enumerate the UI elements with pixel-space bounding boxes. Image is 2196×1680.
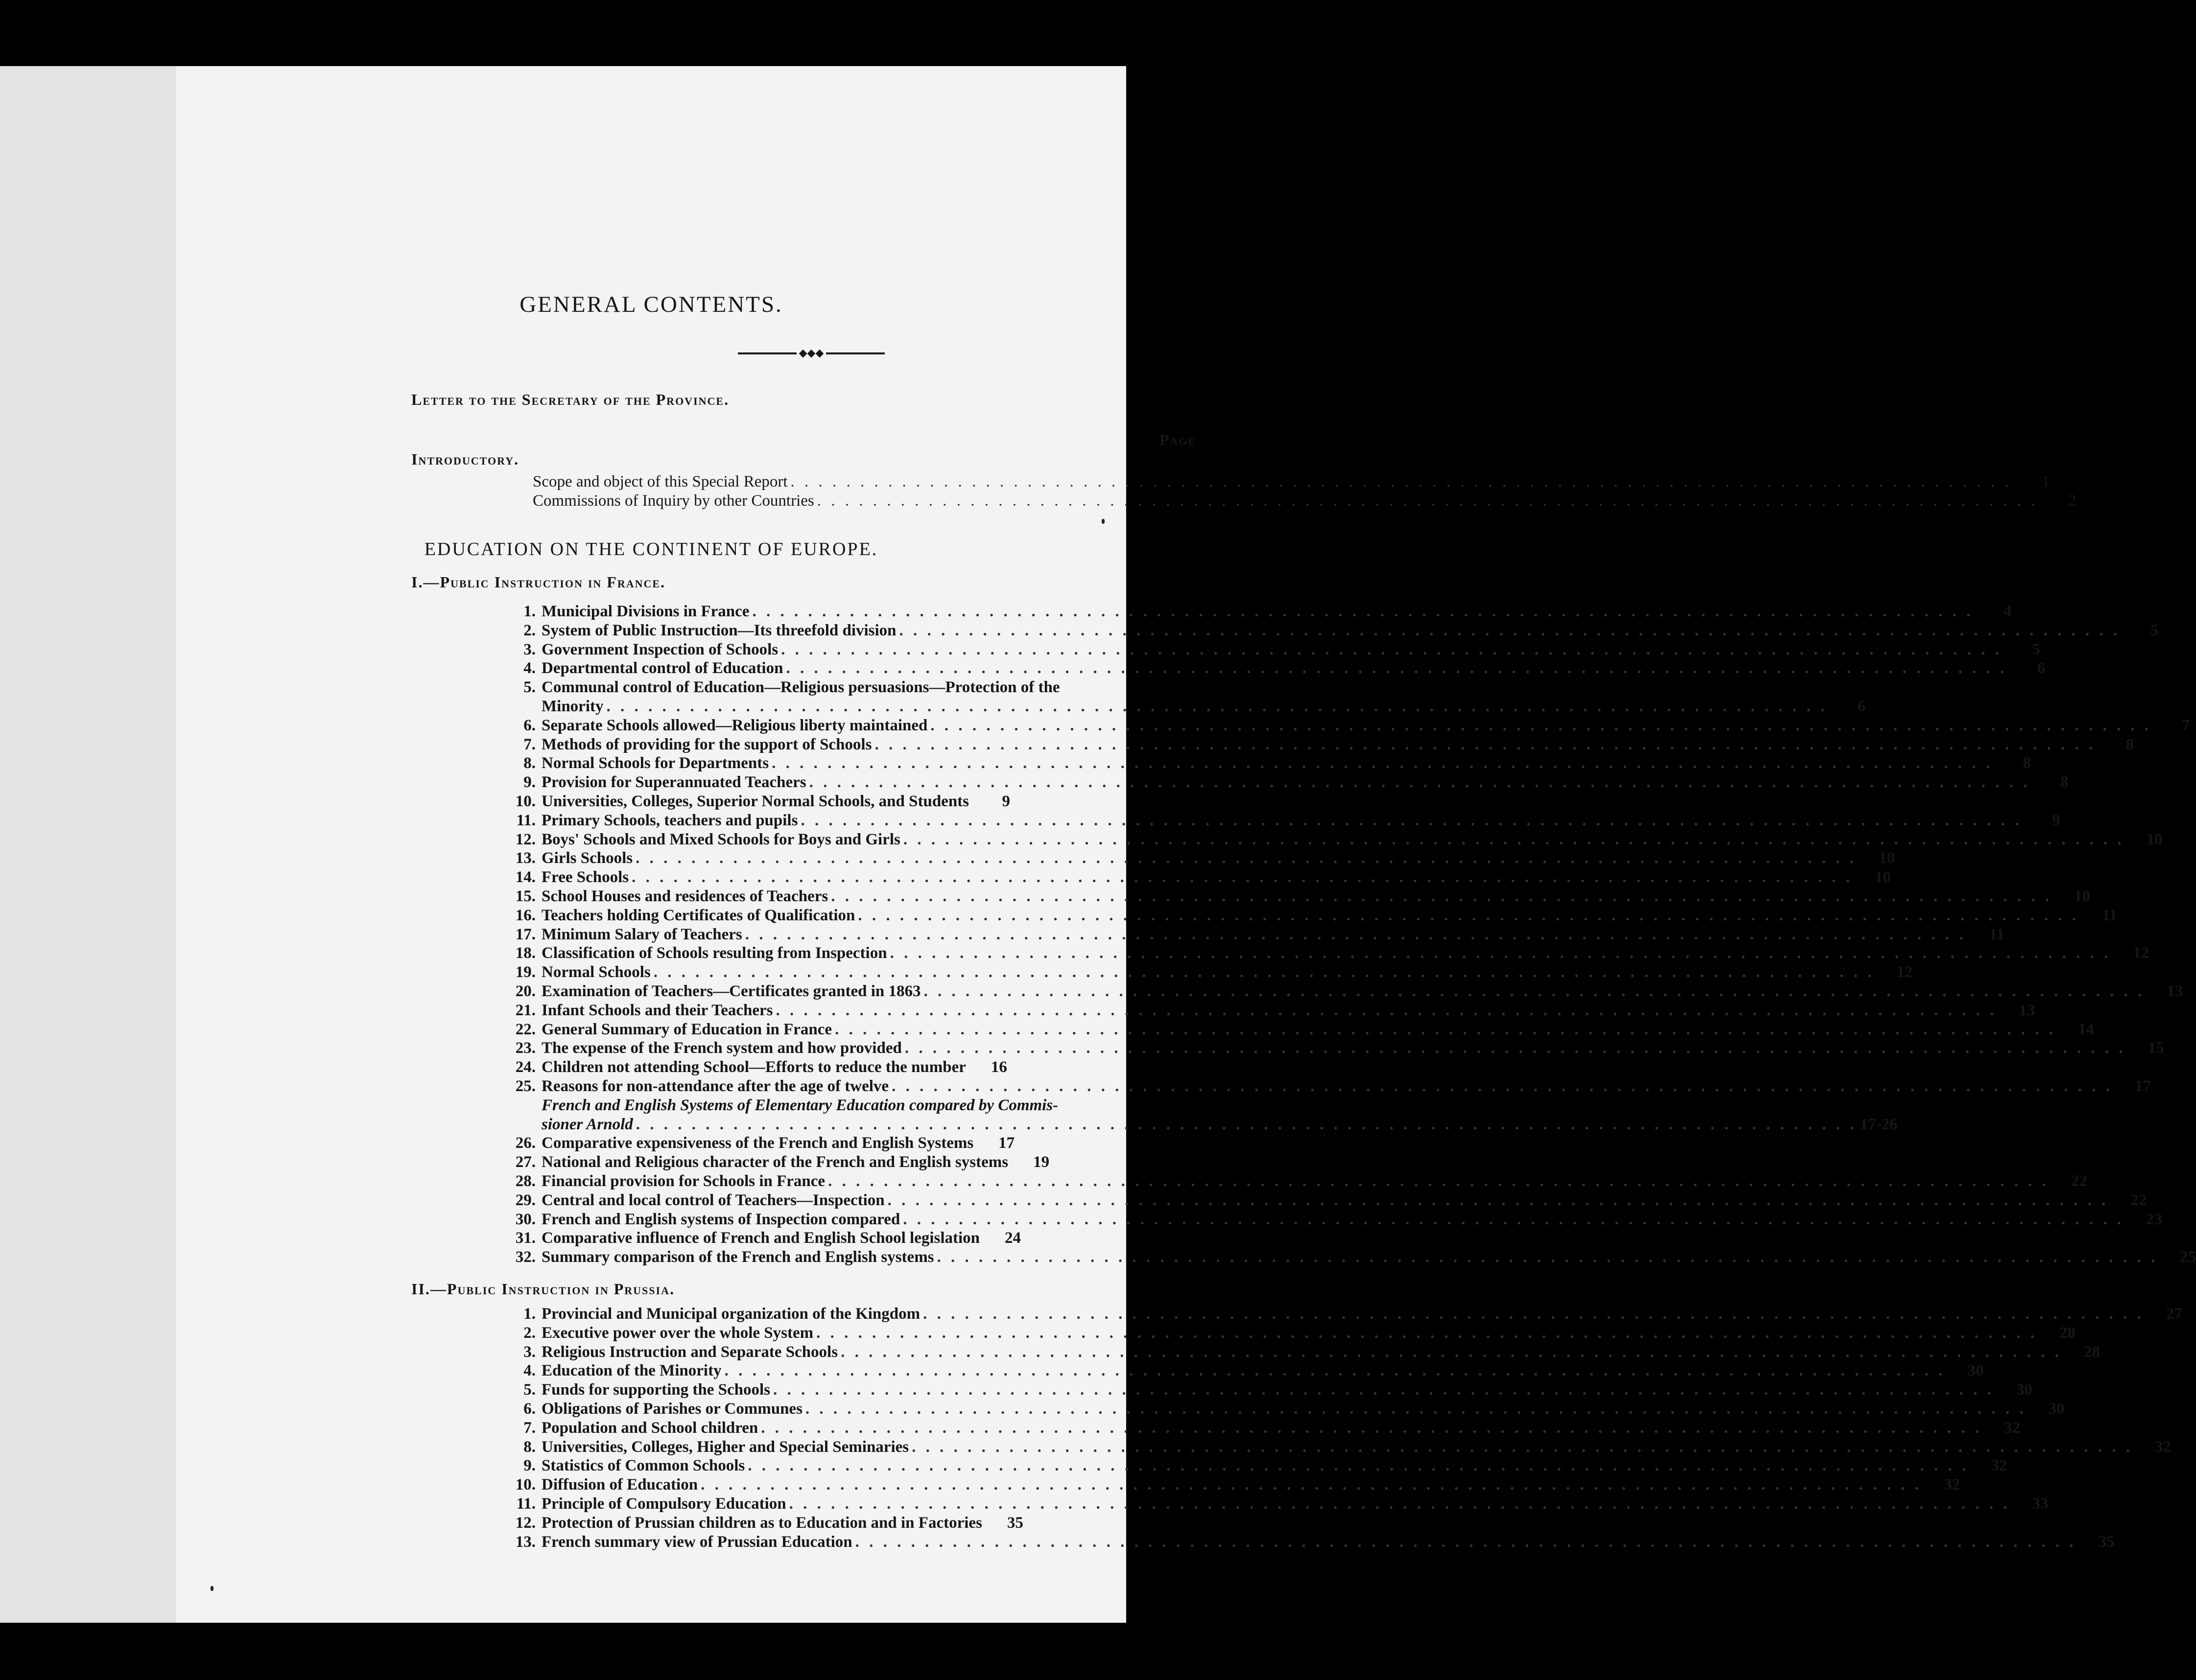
entry-page-number: 32: [1991, 1457, 2007, 1475]
entry-page-number: 15: [2148, 1039, 2164, 1057]
entry-page-number: 10: [2074, 887, 2090, 905]
entry-number: 8.: [523, 1438, 536, 1456]
dot-leader: [745, 925, 1966, 944]
toc-entry: [499, 1475, 1960, 1494]
entry-page-number: 28: [2059, 1324, 2076, 1342]
document-page: [176, 66, 2196, 1623]
toc-entry: [499, 868, 1891, 887]
entry-number: 7.: [523, 735, 536, 753]
entry-number: 10.: [515, 793, 536, 810]
entry-number: 7.: [523, 1419, 536, 1437]
entry-number: 12.: [515, 1514, 536, 1532]
dot-leader: [654, 963, 1875, 981]
entry-number: 26.: [515, 1134, 536, 1152]
entry-page-number: 12: [1896, 963, 1913, 981]
entry-page-number: 2: [2068, 491, 2077, 510]
entry-page-number: 10: [2146, 830, 2163, 848]
entry-number: 28.: [515, 1172, 536, 1190]
entry-number: 29.: [515, 1191, 536, 1209]
dot-leader: [761, 1419, 1982, 1437]
dot-leader: [636, 1115, 1857, 1134]
dot-leader: [772, 754, 1993, 772]
entry-number: 11.: [516, 1495, 536, 1513]
toc-entry: [499, 1020, 2094, 1039]
toc-entry: [499, 849, 1895, 867]
entry-title: Funds for supporting the Schools: [542, 1381, 771, 1399]
dot-leader: [890, 944, 2111, 962]
france-heading: I.—Public Instruction in France.: [411, 573, 666, 591]
dot-leader: [816, 1324, 2037, 1342]
toc-entry: [499, 1058, 1007, 1076]
entry-page-number: 1: [2041, 473, 2050, 490]
toc-entry: [499, 906, 2118, 925]
entry-number: 5.: [523, 678, 536, 697]
dot-leader: [748, 1456, 1969, 1475]
entry-number: 10.: [515, 1476, 536, 1494]
entry-number: 32.: [515, 1248, 536, 1266]
entry-number: 4.: [523, 1362, 536, 1380]
toc-entry: [499, 1380, 2032, 1399]
entry-title: French summary view of Prussian Education: [542, 1533, 852, 1551]
toc-entry: [499, 887, 2090, 906]
toc-entry: [499, 982, 2183, 1001]
dot-leader: [841, 1343, 2062, 1361]
entry-page-number: 35: [1007, 1514, 1023, 1532]
dot-leader: [903, 1210, 2124, 1229]
entry-page-number: 30: [1967, 1362, 1984, 1380]
toc-entry: [499, 1191, 2147, 1210]
entry-page-number: 27: [2166, 1305, 2182, 1323]
entry-title: National and Religious character of the French and English systems: [542, 1153, 1009, 1171]
toc-entry: [499, 792, 1011, 811]
dot-leader: [752, 602, 1973, 621]
entry-title: Statistics of Common Schools: [542, 1457, 745, 1475]
entry-page-number: 10: [1874, 868, 1891, 887]
entry-number: 31.: [515, 1229, 536, 1247]
entry-title: Departmental control of Education: [542, 659, 783, 677]
entry-title: Minimum Salary of Teachers: [542, 925, 742, 943]
entry-number: 21.: [515, 1001, 536, 1019]
dot-leader: [899, 621, 2121, 640]
entry-number: 4.: [523, 659, 536, 677]
dot-leader: [858, 906, 2079, 925]
toc-entry: [499, 735, 2134, 754]
toc-entry: [499, 1134, 1015, 1152]
entry-title: French and English Systems of Elementary Education compared by Commis-: [542, 1096, 1059, 1114]
entry-title: Executive power over the whole System: [542, 1324, 814, 1342]
entry-number: 9.: [523, 1457, 536, 1475]
prussia-heading: II.—Public Instruction in Prussia.: [411, 1280, 675, 1298]
entry-title: Normal Schools: [542, 963, 651, 981]
entry-number: 14.: [515, 868, 536, 887]
entry-title: Primary Schools, teachers and pupils: [542, 811, 798, 829]
entry-title: Separate Schools allowed—Religious liberty maintained: [542, 716, 928, 734]
entry-number: 24.: [515, 1058, 536, 1076]
entry-page-number: 17: [2134, 1077, 2151, 1095]
entry-page-number: 17-26: [1860, 1115, 1898, 1133]
entry-page-number: 22: [2130, 1191, 2147, 1209]
entry-page-number: 33: [2032, 1495, 2049, 1513]
dot-leader: [786, 659, 2007, 677]
page-title: GENERAL CONTENTS.: [519, 292, 783, 317]
toc-entry: [499, 659, 2046, 677]
toc-entry: [499, 1039, 2164, 1057]
page-content: [176, 66, 2196, 1623]
speck-mark: [1102, 519, 1105, 524]
entry-number: 15.: [515, 887, 536, 905]
entry-page-number: 8: [2060, 773, 2069, 792]
toc-entry: [499, 1305, 2182, 1323]
entry-title: Religious Instruction and Separate Schools: [542, 1343, 838, 1361]
entry-page-number: 30: [2048, 1400, 2065, 1418]
entry-title: Methods of providing for the support of Schools: [542, 735, 872, 753]
toc-entry: [499, 1456, 2007, 1475]
toc-entry: [499, 925, 2005, 944]
entry-title: sioner Arnold: [542, 1115, 633, 1133]
dot-leader: [924, 982, 2145, 1001]
dot-leader: [817, 491, 2038, 510]
entry-number: 22.: [515, 1020, 536, 1038]
toc-entry: [499, 1494, 2049, 1513]
entry-title: Girls Schools: [542, 849, 633, 867]
entry-number: 13.: [515, 1533, 536, 1551]
entry-number: 2.: [523, 1324, 536, 1342]
entry-page-number: 32: [2004, 1419, 2021, 1437]
toc-entry: [499, 697, 1866, 716]
entry-number: 19.: [515, 963, 536, 981]
entry-title: The expense of the French system and how provided: [542, 1039, 902, 1057]
entry-number: 6.: [523, 716, 536, 734]
entry-page-number: 22: [2071, 1172, 2087, 1190]
ornament-rule-right: [826, 352, 885, 354]
entry-number: 8.: [523, 754, 536, 772]
entry-page-number: 28: [2083, 1343, 2100, 1361]
entry-title: Government Inspection of Schools: [542, 640, 779, 658]
dot-leader: [725, 1361, 1946, 1380]
ornament-rule-left: [738, 352, 797, 354]
entry-title: Infant Schools and their Teachers: [542, 1001, 773, 1019]
dot-leader: [805, 1400, 2027, 1418]
dot-leader: [776, 1001, 1997, 1020]
toc-entry: [499, 1324, 2076, 1342]
entry-page-number: 30: [2016, 1381, 2032, 1399]
toc-entry: [499, 1115, 1898, 1134]
entry-title: Education of the Minority: [542, 1362, 722, 1380]
dot-leader: [606, 697, 1827, 716]
entry-page-number: 9: [1002, 793, 1011, 810]
ornament-diamonds-icon: ◆◆◆: [799, 347, 824, 359]
entry-page-number: 14: [2078, 1020, 2094, 1038]
toc-entry: [499, 678, 1060, 697]
entry-number: 1.: [523, 603, 536, 620]
entry-title: Examination of Teachers—Certificates granted in 1863: [542, 982, 921, 1000]
entry-page-number: 8: [2125, 735, 2134, 753]
entry-number: 17.: [515, 925, 536, 943]
entry-number: 9.: [523, 773, 536, 792]
dot-leader: [636, 849, 1857, 867]
entry-page-number: 25: [2180, 1248, 2196, 1266]
entry-number: 3.: [523, 1343, 536, 1361]
toc-entry: [533, 491, 2077, 510]
dot-leader: [632, 868, 1853, 887]
entry-page-number: 4: [2003, 603, 2012, 620]
entry-page-number: 12: [2133, 944, 2149, 962]
entry-page-number: 5: [2150, 621, 2159, 639]
entry-title: Free Schools: [542, 868, 629, 887]
dot-leader: [874, 735, 2096, 754]
entry-title: General Summary of Education in France: [542, 1020, 832, 1038]
entry-title: Comparative expensiveness of the French and English Systems: [542, 1134, 974, 1152]
toc-entry: [499, 1419, 2021, 1437]
entry-number: 1.: [523, 1305, 536, 1323]
speck-mark: [211, 1586, 213, 1591]
entry-number: 5.: [523, 1381, 536, 1399]
entry-number: 6.: [523, 1400, 536, 1418]
toc-entry: [499, 1172, 2087, 1190]
entry-page-number: 32: [1943, 1476, 1960, 1494]
toc-entry: [499, 1153, 1050, 1171]
entry-number: 18.: [515, 944, 536, 962]
entry-title: Commissions of Inquiry by other Countries: [533, 491, 814, 510]
dot-leader: [835, 1020, 2056, 1039]
entry-page-number: 16: [991, 1058, 1007, 1076]
toc-entry: [499, 1514, 1023, 1532]
intro-heading: Introductory.: [411, 450, 519, 468]
dot-leader: [773, 1380, 1994, 1399]
entry-number: 2.: [523, 621, 536, 639]
entry-title: School Houses and residences of Teachers: [542, 887, 828, 905]
toc-entry: [499, 1248, 2196, 1266]
entry-number: 3.: [523, 640, 536, 658]
entry-page-number: 17: [998, 1134, 1015, 1152]
section-title: EDUCATION ON THE CONTINENT OF EUROPE.: [424, 539, 878, 560]
dot-leader: [828, 1172, 2049, 1190]
entry-page-number: 9: [2052, 811, 2060, 829]
toc-entry: [499, 1001, 2035, 1020]
dot-leader: [912, 1438, 2133, 1456]
entry-title: Provision for Superannuated Teachers: [542, 773, 806, 792]
entry-title: Comparative influence of French and English School legislation: [542, 1229, 980, 1247]
entry-title: Population and School children: [542, 1419, 758, 1437]
entry-number: 23.: [515, 1039, 536, 1057]
entry-page-number: 6: [2037, 659, 2046, 677]
entry-title: Communal control of Education—Religious persuasions—Protection of the: [542, 678, 1060, 697]
dot-leader: [701, 1475, 1922, 1494]
entry-page-number: 6: [1857, 698, 1866, 715]
entry-title: Obligations of Parishes or Communes: [542, 1400, 803, 1418]
entry-page-number: 24: [1005, 1229, 1021, 1247]
toc-entry: [499, 754, 2031, 772]
toc-entry: [499, 830, 2163, 849]
page-column-label: Page: [1159, 431, 1197, 448]
entry-title: Normal Schools for Departments: [542, 754, 769, 772]
entry-title: Classification of Schools resulting from Inspection: [542, 944, 887, 962]
toc-entry: [499, 602, 2012, 621]
dot-leader: [789, 1494, 2010, 1513]
toc-entry: [499, 1438, 2171, 1456]
entry-page-number: 35: [2098, 1533, 2115, 1551]
dot-leader: [888, 1191, 2109, 1210]
toc-entry: [499, 1077, 2151, 1096]
entry-page-number: 19: [1033, 1153, 1050, 1171]
letter-heading: Letter to the Secretary of the Province.: [411, 391, 730, 408]
toc-entry: [499, 640, 2040, 659]
dot-leader: [923, 1305, 2144, 1323]
entry-number: 30.: [515, 1210, 536, 1228]
dot-leader: [903, 830, 2125, 849]
entry-page-number: 13: [2019, 1001, 2035, 1019]
entry-page-number: 7: [2181, 716, 2190, 734]
toc-entry: [499, 1229, 1021, 1247]
toc-entry: [499, 1343, 2100, 1361]
entry-title: Summary comparison of the French and English systems: [542, 1248, 934, 1266]
entry-title: Financial provision for Schools in France: [542, 1172, 826, 1190]
entry-title: Diffusion of Education: [542, 1476, 698, 1494]
dot-leader: [855, 1533, 2077, 1551]
toc-entry: [499, 1210, 2162, 1229]
entry-title: Principle of Compulsory Education: [542, 1495, 786, 1513]
title-ornament: [738, 347, 885, 359]
entry-number: 11.: [516, 811, 536, 829]
dot-leader: [892, 1077, 2113, 1096]
toc-entry: [499, 773, 2069, 792]
entry-page-number: 10: [1878, 849, 1895, 867]
entry-title: Universities, Colleges, Higher and Special Seminaries: [542, 1438, 909, 1456]
toc-entry: [499, 963, 1913, 981]
entry-page-number: 11: [2102, 906, 2118, 924]
entry-number: 25.: [515, 1077, 536, 1095]
entry-page-number: 23: [2146, 1210, 2162, 1228]
dot-leader: [801, 811, 2022, 830]
entry-title: Central and local control of Teachers—Inspection: [542, 1191, 885, 1209]
entry-title: Provincial and Municipal organization of the Kingdom: [542, 1305, 921, 1323]
toc-entry: [499, 716, 2190, 735]
toc-entry: [533, 472, 2050, 491]
entry-title: Minority: [542, 698, 604, 715]
entry-title: Boys' Schools and Mixed Schools for Boys and Girls: [542, 830, 900, 848]
entry-page-number: 5: [2032, 640, 2040, 658]
toc-entry: [499, 1096, 1059, 1115]
toc-entry: [499, 1400, 2065, 1418]
entry-title: Children not attending School—Efforts to reduce the number: [542, 1058, 966, 1076]
toc-entry: [499, 811, 2060, 830]
entry-page-number: 32: [2154, 1438, 2171, 1456]
entry-number: 12.: [515, 830, 536, 848]
entry-title: Municipal Divisions in France: [542, 603, 750, 620]
entry-page-number: 8: [2023, 754, 2031, 772]
entry-number: 16.: [515, 906, 536, 924]
dot-leader: [809, 773, 2031, 792]
entry-title: Protection of Prussian children as to Education and in Factories: [542, 1514, 982, 1532]
entry-title: Teachers holding Certificates of Qualification: [542, 906, 855, 924]
entry-number: 20.: [515, 982, 536, 1000]
dot-leader: [905, 1039, 2126, 1057]
dot-leader: [930, 716, 2151, 735]
entry-page-number: 11: [1989, 925, 2005, 943]
toc-entry: [499, 1533, 2115, 1551]
entry-title: Reasons for non-attendance after the age of twelve: [542, 1077, 889, 1095]
entry-title: Scope and object of this Special Report: [533, 473, 788, 490]
entry-title: Universities, Colleges, Superior Normal Schools, and Students: [542, 793, 969, 810]
entry-title: System of Public Instruction—Its threefold division: [542, 621, 897, 639]
entry-number: 27.: [515, 1153, 536, 1171]
entry-page-number: 13: [2167, 982, 2183, 1000]
dot-leader: [831, 887, 2052, 906]
dot-leader: [781, 640, 2002, 659]
entry-title: French and English systems of Inspection compared: [542, 1210, 900, 1228]
dot-leader: [937, 1248, 2158, 1266]
toc-entry: [499, 1361, 1984, 1380]
toc-entry: [499, 944, 2149, 962]
toc-entry: [499, 621, 2159, 640]
left-page-edge: [0, 66, 176, 1623]
dot-leader: [791, 472, 2012, 491]
entry-number: 13.: [515, 849, 536, 867]
